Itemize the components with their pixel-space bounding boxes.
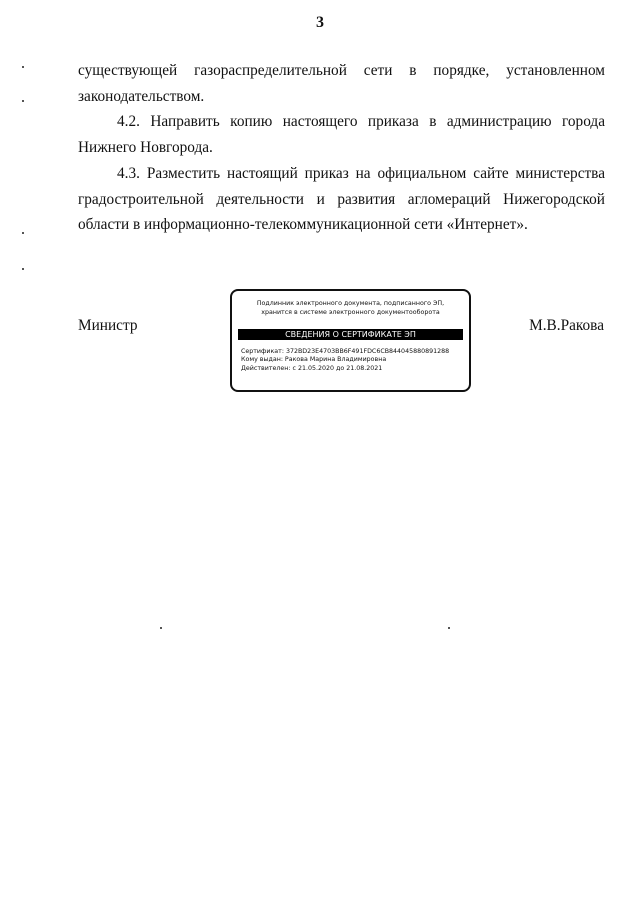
paragraph: 4.3. Разместить настоящий приказ на официальном сайте министерства градостроительной деятельности и развития агломераций Нижегородской области в информационно-телекоммуникационной сети «Интернет». bbox=[78, 164, 605, 234]
scan-speck bbox=[22, 232, 24, 234]
certificate-validity: Действителен: с 21.05.2020 до 21.08.2021 bbox=[241, 364, 383, 372]
paragraph: 4.2. Направить копию настоящего приказа в администрацию города Нижнего Новгорода. bbox=[78, 113, 605, 157]
stamp-note-line: хранится в системе электронного документооборота bbox=[261, 308, 440, 316]
certificate-number: Сертификат: 372BD23E4703BB6F491FDC6CB844045880891288 bbox=[241, 348, 450, 355]
page-number: 3 bbox=[316, 14, 324, 31]
signer-position: Министр bbox=[78, 317, 138, 334]
scan-speck bbox=[160, 627, 162, 629]
scan-speck bbox=[448, 627, 450, 629]
scan-speck bbox=[22, 66, 24, 68]
certificate-owner: Кому выдан: Ракова Марина Владимировна bbox=[241, 356, 387, 364]
paragraph: существующей газораспределительной сети в порядке, установленном законодательством. bbox=[78, 62, 605, 105]
scan-speck bbox=[22, 268, 24, 270]
stamp-header: СВЕДЕНИЯ О СЕРТИФИКАТЕ ЭП bbox=[238, 329, 463, 340]
e-signature-stamp bbox=[230, 289, 471, 392]
signer-name: М.В.Ракова bbox=[529, 317, 604, 334]
stamp-note-line: Подлинник электронного документа, подписанного ЭП, bbox=[256, 300, 445, 307]
document-body bbox=[78, 58, 605, 238]
scan-speck bbox=[22, 100, 24, 102]
